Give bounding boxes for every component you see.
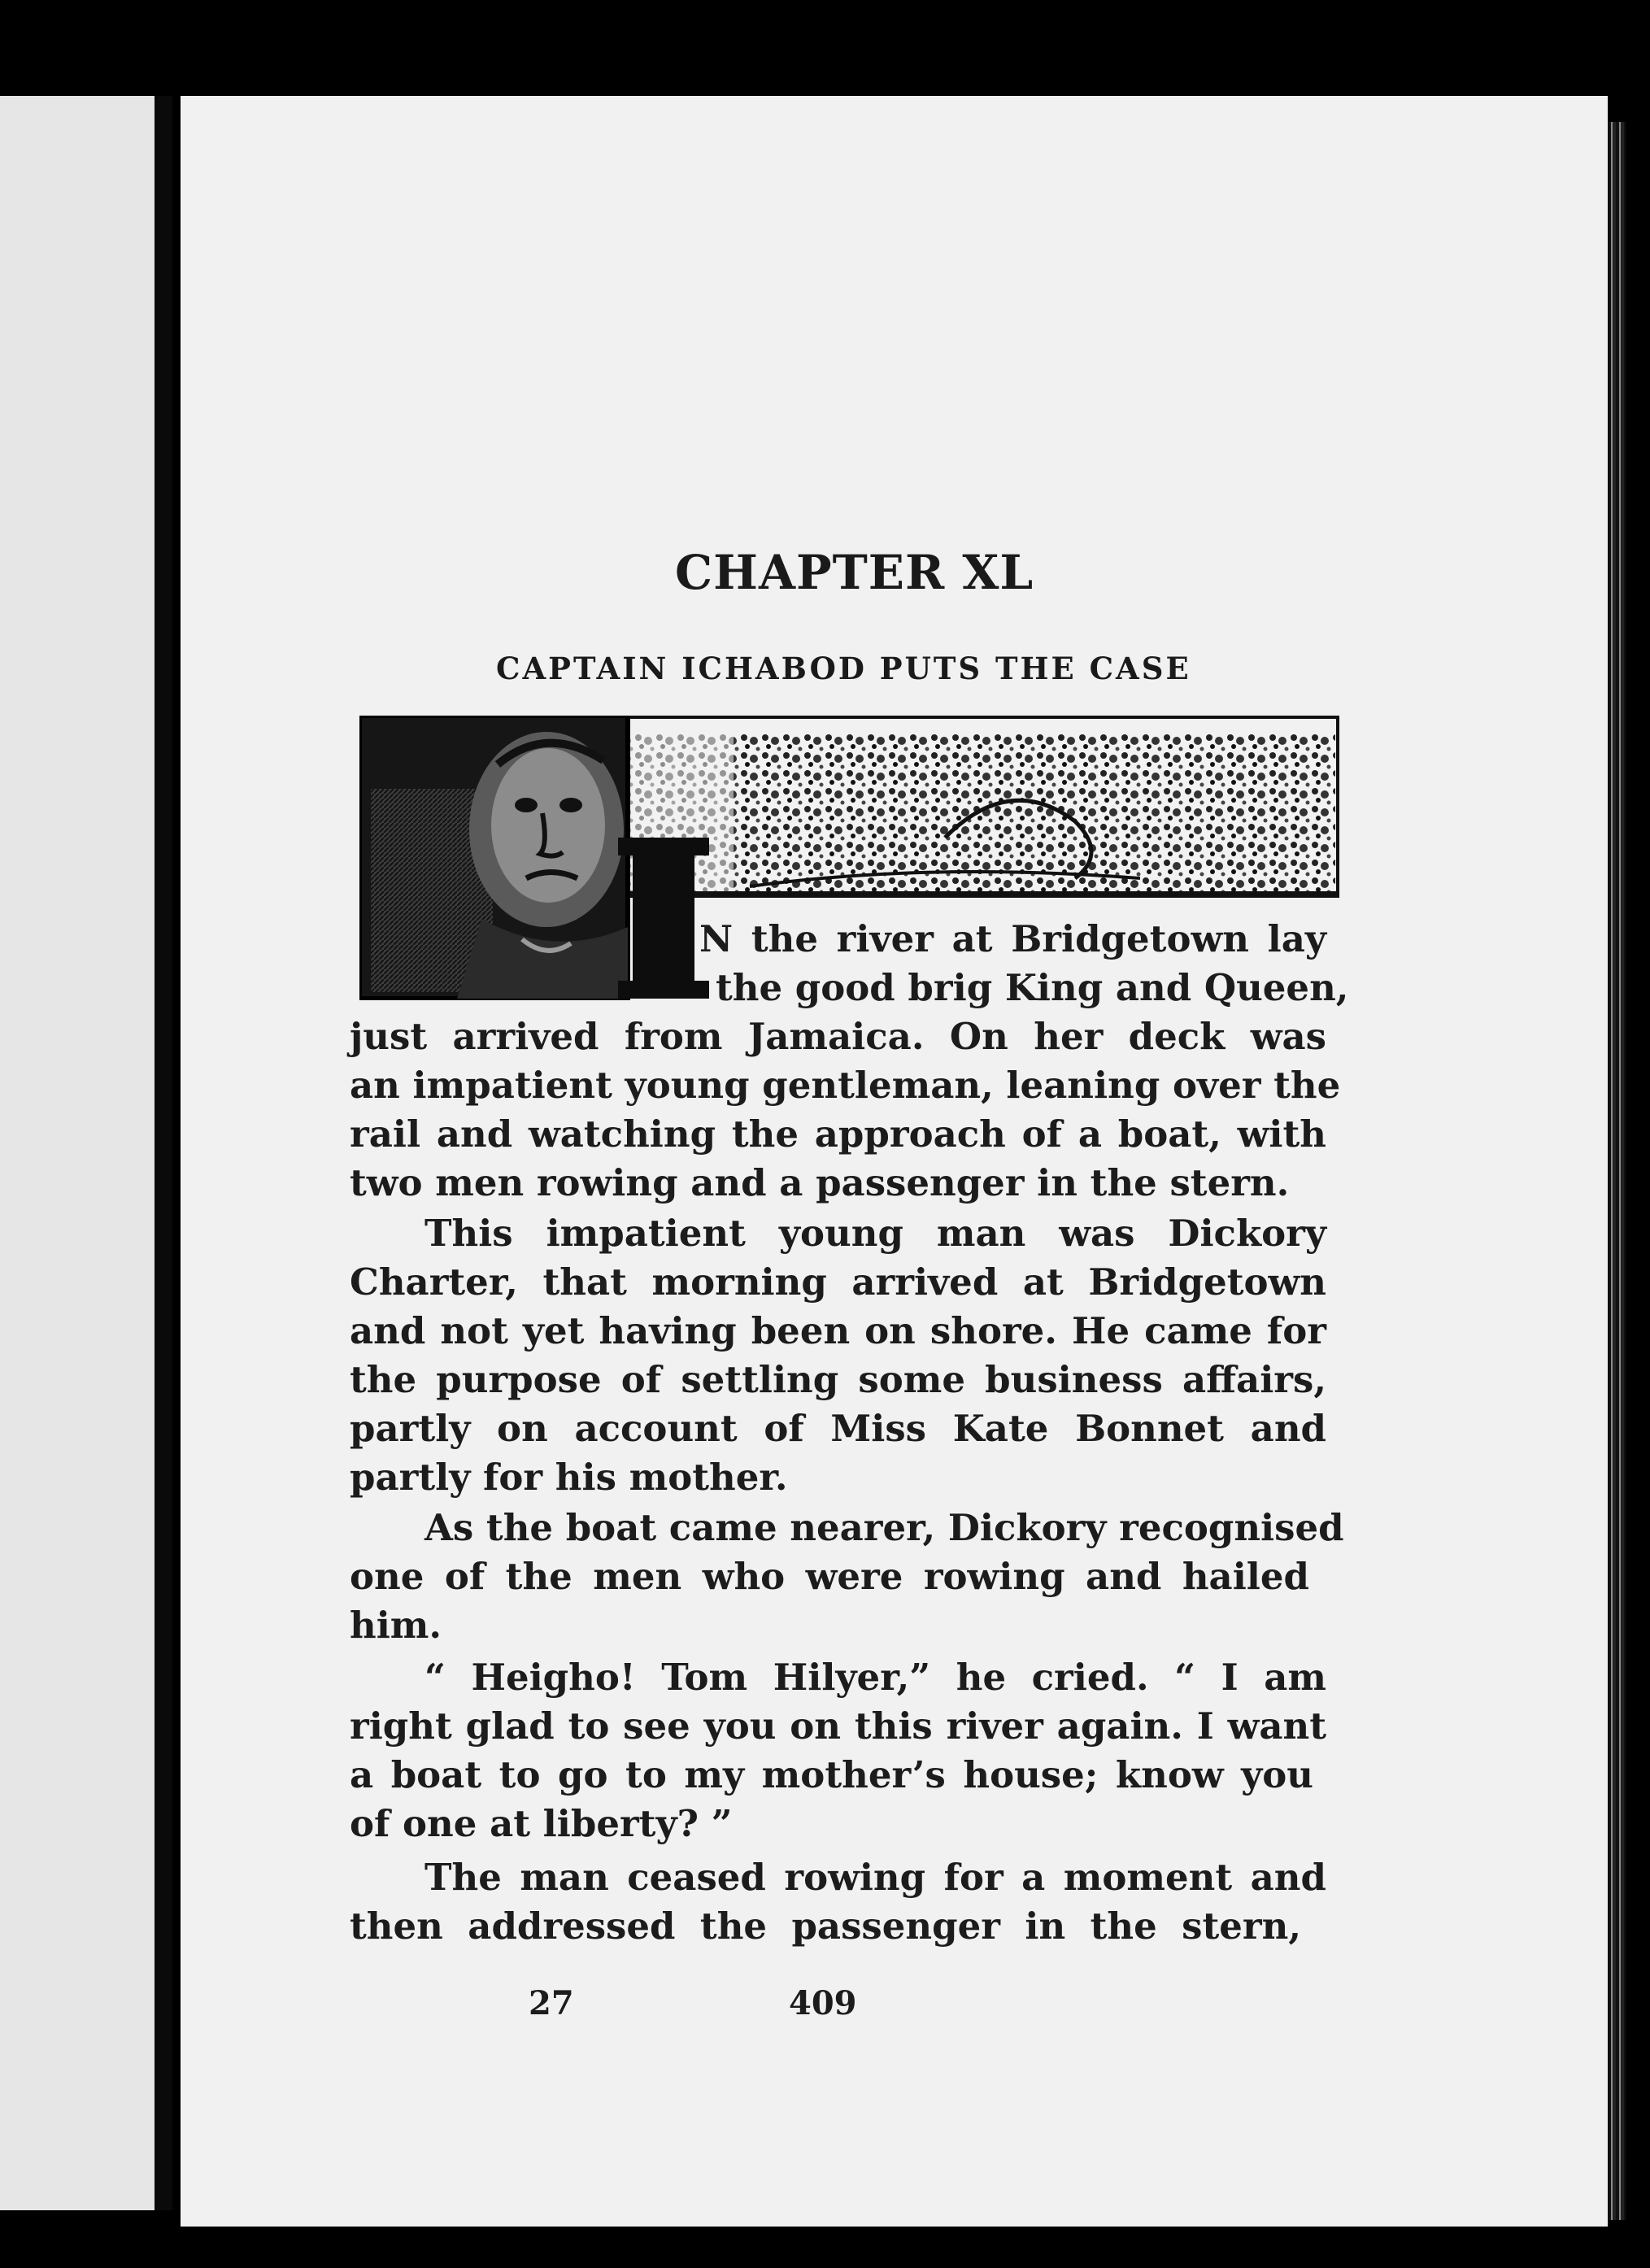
page-number: 409 bbox=[789, 1984, 857, 2022]
text-line: partly on account of Miss Kate Bonnet and bbox=[350, 1407, 1326, 1450]
drop-cap-letter: I bbox=[661, 977, 666, 986]
chapter-title: CAPTAIN ICHABOD PUTS THE CASE bbox=[496, 651, 1191, 686]
text-line: just arrived from Jamaica. On her deck was bbox=[350, 1015, 1326, 1058]
text-line: “ Heigho! Tom Hilyer,” he cried. “ I am bbox=[424, 1656, 1326, 1699]
page-stack-edge bbox=[1608, 122, 1626, 2220]
text-line: of one at liberty? ” bbox=[350, 1802, 733, 1845]
book-gutter bbox=[155, 96, 172, 2210]
text-line: a boat to go to my mother’s house; know you bbox=[350, 1753, 1313, 1796]
text-line: and not yet having been on shore. He came for bbox=[350, 1309, 1326, 1352]
text-line: him. bbox=[350, 1604, 442, 1647]
scan-border bbox=[0, 2227, 1650, 2268]
text-line: the good brig King and Queen, bbox=[716, 966, 1349, 1009]
text-line: the purpose of settling some business affairs, bbox=[350, 1358, 1326, 1401]
text-line: Charter, that morning arrived at Bridgetown bbox=[350, 1260, 1326, 1304]
text-line: an impatient young gentleman, leaning over the bbox=[350, 1064, 1341, 1107]
text-line: one of the men who were rowing and hailed bbox=[350, 1555, 1309, 1598]
text-line: N the river at Bridgetown lay bbox=[699, 917, 1326, 960]
text-line: As the boat came nearer, Dickory recognised bbox=[424, 1506, 1344, 1549]
facing-page-edge bbox=[0, 96, 155, 2210]
text-line: then addressed the passenger in the stern, bbox=[350, 1905, 1301, 1948]
text-line: rail and watching the approach of a boat, with bbox=[350, 1112, 1326, 1156]
text-line: This impatient young man was Dickory bbox=[424, 1212, 1326, 1255]
text-line: partly for his mother. bbox=[350, 1456, 788, 1499]
signature-mark: 27 bbox=[529, 1984, 574, 2022]
text-line: right glad to see you on this river again. I want bbox=[350, 1704, 1326, 1748]
chapter-heading: CHAPTER XL bbox=[675, 545, 1034, 600]
text-line: The man ceased rowing for a moment and bbox=[424, 1856, 1326, 1899]
text-line: two men rowing and a passenger in the stern. bbox=[350, 1161, 1290, 1204]
